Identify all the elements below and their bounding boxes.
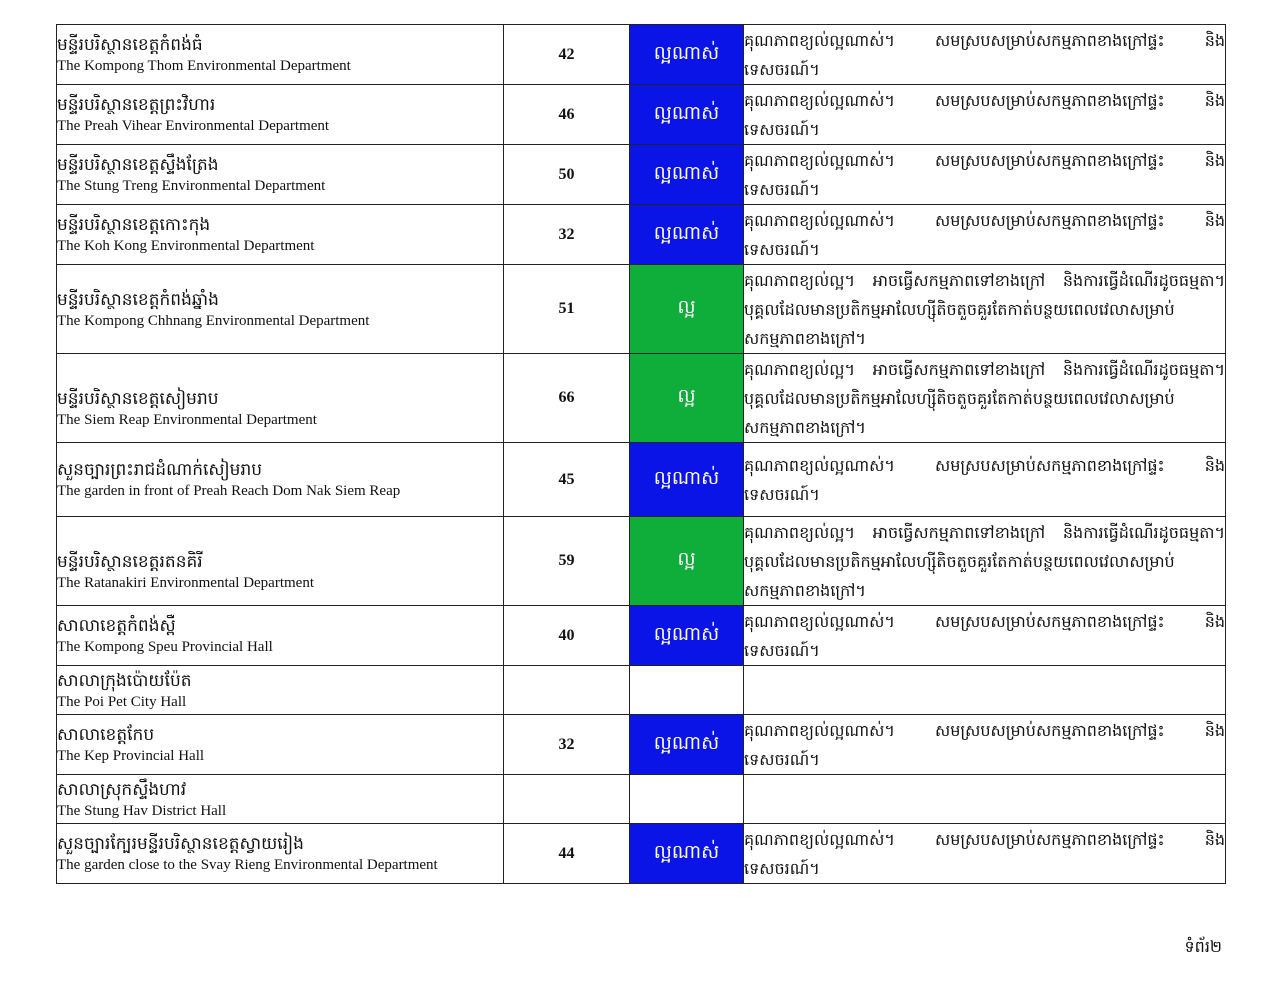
aqi-value-cell: 50 <box>504 145 630 205</box>
location-name-english: The Ratanakiri Environmental Department <box>57 574 314 591</box>
location-cell <box>57 205 504 265</box>
aqi-value-cell: 40 <box>504 606 630 666</box>
aqi-description-cell: គុណភាពខ្យល់ល្អ។ អាចធ្វើសកម្មភាពទៅខាងក្រៅ និងការធ្វើដំណើរដូចធម្មតា។ បុគ្គលដែលមានប្រតិកម្មអាលែហ្ស៊ីតិចតួចគួរតែកាត់បន្ថយពេលវេលាសម្រាប់សកម្មភាពខាងក្រៅ។ <box>744 265 1226 354</box>
aqi-level-badge: ល្អណាស់ <box>630 205 744 265</box>
air-quality-table <box>56 24 1226 884</box>
table-row <box>57 606 1226 666</box>
aqi-level-badge: ល្អណាស់ <box>630 145 744 205</box>
location-name-english: The Kompong Chhnang Environmental Department <box>57 312 370 329</box>
table-row <box>57 265 1226 354</box>
location-name-english: The Siem Reap Environmental Department <box>57 411 317 428</box>
table-row <box>57 25 1226 85</box>
aqi-description-cell: គុណភាពខ្យល់ល្អណាស់។ សមស្របសម្រាប់សកម្មភាពខាងក្រៅផ្ទះ និងទេសចរណ៍។ <box>744 85 1226 145</box>
table-row <box>57 354 1226 443</box>
location-name-khmer: មន្ទីរបរិស្ថានខេត្តកំពង់ឆ្នាំង <box>57 289 219 310</box>
aqi-value-cell: 46 <box>504 85 630 145</box>
location-name-khmer: មន្ទីរបរិស្ថានខេត្តរតនគិរី <box>57 551 203 572</box>
aqi-description-cell: គុណភាពខ្យល់ល្អ។ អាចធ្វើសកម្មភាពទៅខាងក្រៅ និងការធ្វើដំណើរដូចធម្មតា។ បុគ្គលដែលមានប្រតិកម្មអាលែហ្ស៊ីតិចតួចគួរតែកាត់បន្ថយពេលវេលាសម្រាប់សកម្មភាពខាងក្រៅ។ <box>744 517 1226 606</box>
aqi-description-cell <box>744 666 1226 715</box>
location-name-khmer: មន្ទីរបរិស្ថានខេត្តកោះកុង <box>57 215 211 235</box>
aqi-description-cell: គុណភាពខ្យល់ល្អណាស់។ សមស្របសម្រាប់សកម្មភាពខាងក្រៅផ្ទះ និងទេសចរណ៍។ <box>744 443 1226 517</box>
aqi-description-cell: គុណភាពខ្យល់ល្អណាស់។ សមស្របសម្រាប់សកម្មភាពខាងក្រៅផ្ទះ និងទេសចរណ៍។ <box>744 606 1226 666</box>
aqi-description-cell: គុណភាពខ្យល់ល្អណាស់។ សមស្របសម្រាប់សកម្មភាពខាងក្រៅផ្ទះ និងទេសចរណ៍។ <box>744 824 1226 884</box>
aqi-description-cell: គុណភាពខ្យល់ល្អណាស់។ សមស្របសម្រាប់សកម្មភាពខាងក្រៅផ្ទះ និងទេសចរណ៍។ <box>744 25 1226 85</box>
table-row <box>57 85 1226 145</box>
aqi-level-badge: ល្អណាស់ <box>630 443 744 517</box>
location-cell <box>57 606 504 666</box>
aqi-level-badge: ល្អណាស់ <box>630 715 744 775</box>
location-name-khmer: សួនច្បារព្រះរាជដំណាក់សៀមរាប <box>57 460 263 480</box>
aqi-level-badge: ល្អណាស់ <box>630 606 744 666</box>
location-name-english: The garden close to the Svay Rieng Environmental Department <box>57 857 438 873</box>
location-name-english: The Kep Provincial Hall <box>57 748 205 764</box>
table-row <box>57 517 1226 606</box>
aqi-description-cell <box>744 775 1226 824</box>
location-cell <box>57 265 504 354</box>
aqi-value-cell: 32 <box>504 715 630 775</box>
location-name-khmer: សាលាក្រុងប៉ោយប៉ែត <box>57 670 192 691</box>
aqi-level-badge: ល្អ <box>630 517 744 606</box>
aqi-value-cell: 44 <box>504 824 630 884</box>
aqi-description-cell: គុណភាពខ្យល់ល្អណាស់។ សមស្របសម្រាប់សកម្មភាពខាងក្រៅផ្ទះ និងទេសចរណ៍។ <box>744 715 1226 775</box>
location-name-english: The Kompong Speu Provincial Hall <box>57 639 273 655</box>
aqi-level-badge <box>630 775 744 824</box>
location-cell <box>57 517 504 606</box>
location-cell <box>57 715 504 775</box>
location-name-english: The Kompong Thom Environmental Department <box>57 58 351 74</box>
table-row <box>57 775 1226 824</box>
aqi-value-cell: 45 <box>504 443 630 517</box>
location-name-khmer: មន្ទីរបរិស្ថានខេត្តស្ទឹងត្រែង <box>57 155 219 175</box>
location-name-khmer: មន្ទីរបរិស្ថានខេត្តកំពង់ធំ <box>57 35 203 55</box>
location-name-khmer: សួនច្បារក្បែរមន្ទីរបរិស្ថានខេត្តស្វាយរៀង <box>57 834 304 854</box>
location-name-english: The Poi Pet City Hall <box>57 693 187 710</box>
location-name-khmer: មន្ទីរបរិស្ថានខេត្តសៀមរាប <box>57 388 219 409</box>
location-name-english: The garden in front of Preah Reach Dom Nak Siem Reap <box>57 483 401 499</box>
table-row <box>57 824 1226 884</box>
aqi-description-cell: គុណភាពខ្យល់ល្អ។ អាចធ្វើសកម្មភាពទៅខាងក្រៅ និងការធ្វើដំណើរដូចធម្មតា។ បុគ្គលដែលមានប្រតិកម្មអាលែហ្ស៊ីតិចតួចគួរតែកាត់បន្ថយពេលវេលាសម្រាប់សកម្មភាពខាងក្រៅ។ <box>744 354 1226 443</box>
location-cell <box>57 354 504 443</box>
table-row <box>57 145 1226 205</box>
location-name-khmer: សាលាខេត្តកែប <box>57 725 155 745</box>
aqi-level-badge: ល្អណាស់ <box>630 85 744 145</box>
aqi-value-cell <box>504 775 630 824</box>
aqi-value-cell: 51 <box>504 265 630 354</box>
aqi-level-badge: ល្អណាស់ <box>630 25 744 85</box>
location-name-english: The Stung Treng Environmental Department <box>57 178 326 194</box>
aqi-value-cell <box>504 666 630 715</box>
location-name-english: The Stung Hav District Hall <box>57 802 227 819</box>
aqi-value-cell: 59 <box>504 517 630 606</box>
table-row <box>57 443 1226 517</box>
location-name-english: The Koh Kong Environmental Department <box>57 238 315 254</box>
aqi-value-cell: 32 <box>504 205 630 265</box>
location-cell <box>57 666 504 715</box>
location-name-khmer: មន្ទីរបរិស្ថានខេត្តព្រះវិហារ <box>57 95 216 115</box>
location-name-khmer: សាលាខេត្តកំពង់ស្ពឺ <box>57 616 176 636</box>
location-cell <box>57 145 504 205</box>
aqi-description-cell: គុណភាពខ្យល់ល្អណាស់។ សមស្របសម្រាប់សកម្មភាពខាងក្រៅផ្ទះ និងទេសចរណ៍។ <box>744 145 1226 205</box>
location-name-english: The Preah Vihear Environmental Department <box>57 118 330 134</box>
aqi-value-cell: 42 <box>504 25 630 85</box>
table-body <box>57 25 1226 884</box>
aqi-level-badge: ល្អ <box>630 265 744 354</box>
location-cell <box>57 85 504 145</box>
location-cell <box>57 824 504 884</box>
location-name-khmer: សាលាស្រុកស្ទឹងហាវ <box>57 779 187 800</box>
aqi-description-cell: គុណភាពខ្យល់ល្អណាស់។ សមស្របសម្រាប់សកម្មភាពខាងក្រៅផ្ទះ និងទេសចរណ៍។ <box>744 205 1226 265</box>
location-cell <box>57 25 504 85</box>
aqi-level-badge: ល្អ <box>630 354 744 443</box>
table-row <box>57 666 1226 715</box>
location-cell <box>57 775 504 824</box>
location-cell <box>57 443 504 517</box>
aqi-level-badge <box>630 666 744 715</box>
table-row <box>57 205 1226 265</box>
aqi-level-badge: ល្អណាស់ <box>630 824 744 884</box>
table-row <box>57 715 1226 775</box>
page-number: ទំព័រ២ <box>1184 937 1222 956</box>
aqi-value-cell: 66 <box>504 354 630 443</box>
